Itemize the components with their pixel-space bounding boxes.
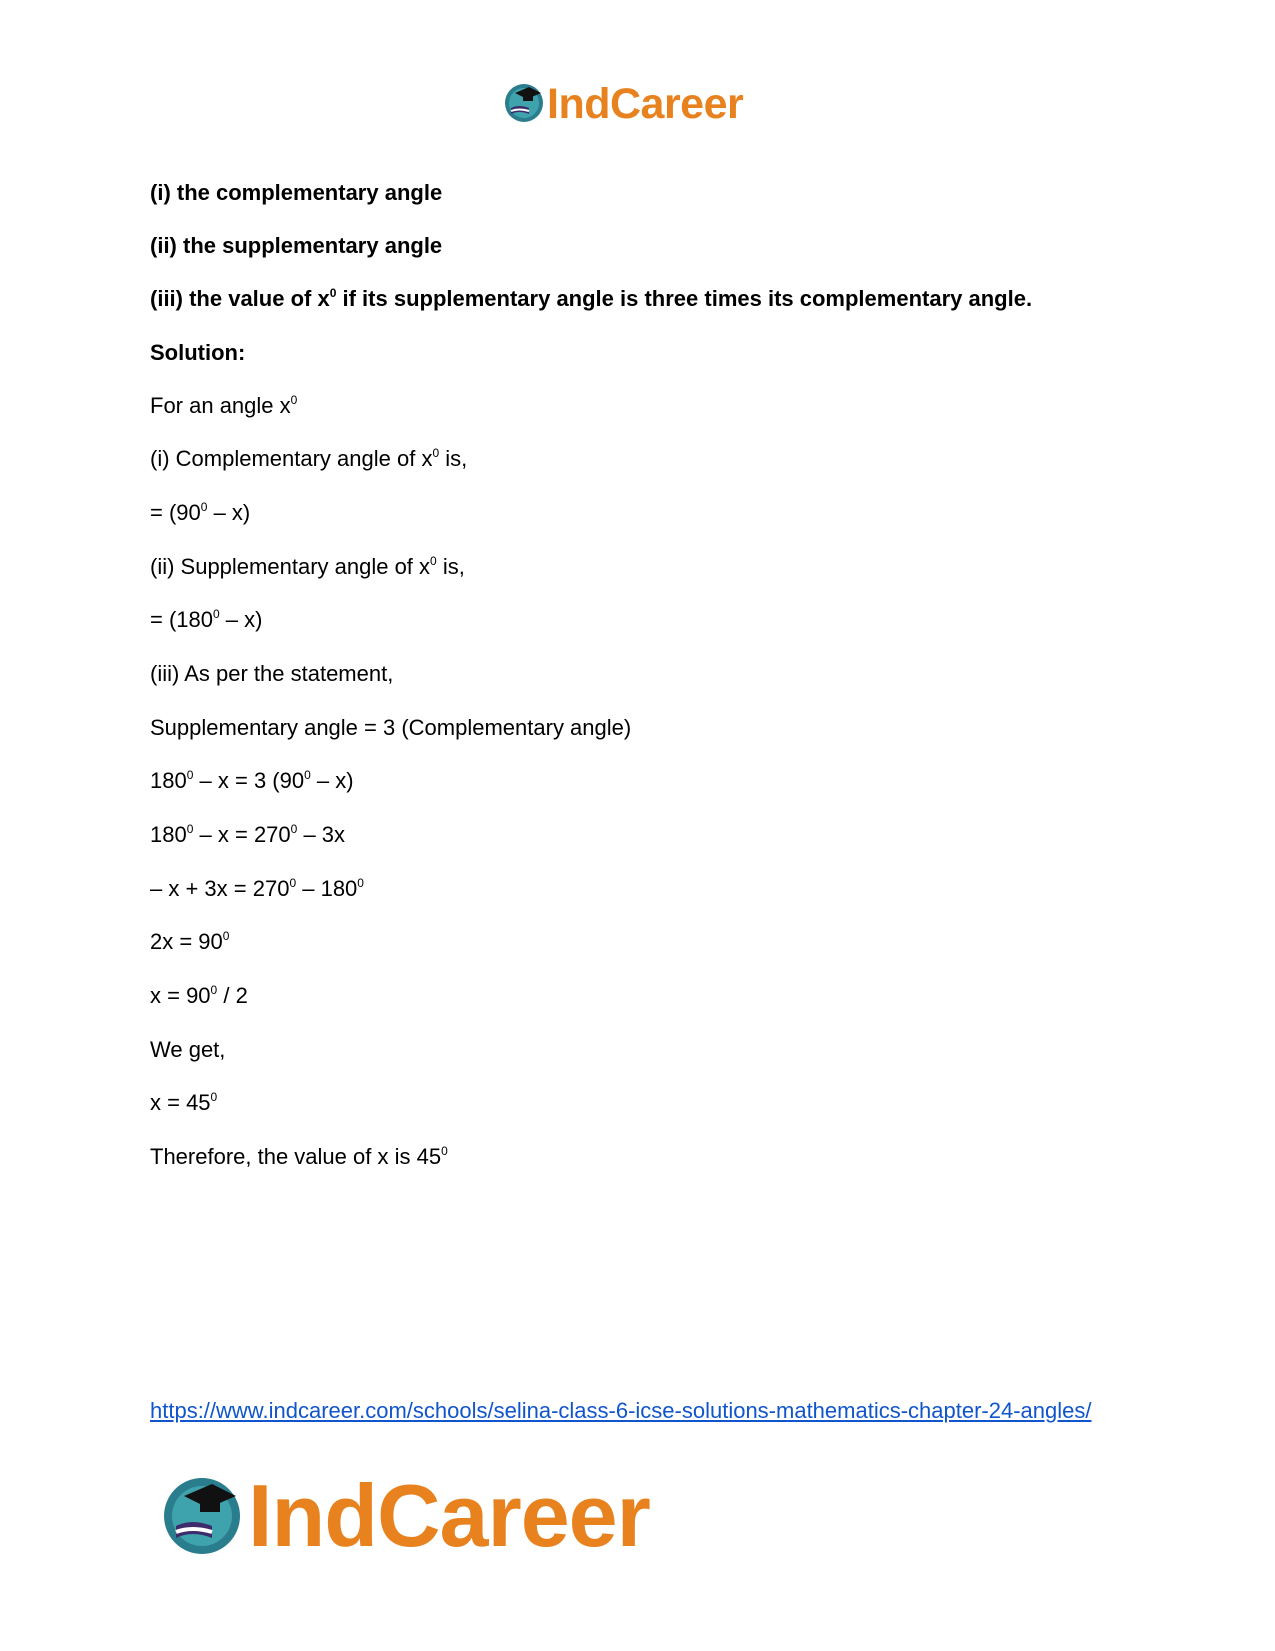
- solution-line: $180^0 - x = 270^0 - 3x$: [150, 821, 346, 847]
- solution-line: $2x = 90^0$: [150, 928, 230, 954]
- footer-logo-text: IndCareer: [248, 1466, 650, 1565]
- solution-line: (i) Complementary angle of $x^0$ is,: [150, 445, 468, 471]
- solution-line: = $(180^0 - x)$: [150, 606, 263, 632]
- solution-line: For an angle $x^0$: [150, 392, 298, 418]
- solution-line: $180^0 - x = 3$ $(90^0 - x)$: [150, 767, 354, 793]
- solution-line: $x = 45^0$: [150, 1089, 218, 1115]
- question-part-ii: (ii) the supplementary angle: [150, 233, 443, 258]
- solution-line: (ii) Supplementary angle of $x^0$ is,: [150, 553, 465, 579]
- header-logo: [503, 80, 743, 128]
- graduation-book-globe-icon: [160, 1472, 244, 1561]
- solution-line: We get,: [150, 1037, 226, 1062]
- question-part-iii: (iii) the value of $x^0$ if its supplementary angle is three times its complementary angle.: [150, 285, 1033, 311]
- solution-line: – $x + 3x = 270^0 - 180^0$: [150, 875, 364, 901]
- graduation-book-globe-icon: [503, 81, 545, 128]
- solution-line: (iii) As per the statement,: [150, 661, 394, 686]
- footer-source-link[interactable]: https://www.indcareer.com/schools/selina-class-6-icse-solutions-mathematics-chapter-24-angles/: [150, 1398, 1092, 1423]
- question-part-i: (i) the complementary angle: [150, 180, 443, 205]
- solution-label: Solution:: [150, 340, 246, 365]
- header-logo-text: IndCareer: [547, 79, 744, 128]
- solution-line: $x = 90^0 / 2$: [150, 982, 248, 1008]
- solution-line: = $(90^0 - x)$: [150, 499, 251, 525]
- solution-line: Supplementary angle = 3 (Complementary angle): [150, 715, 632, 740]
- solution-answer: Therefore, the value of x is $45^0$: [150, 1143, 448, 1169]
- footer-logo: [160, 1468, 650, 1564]
